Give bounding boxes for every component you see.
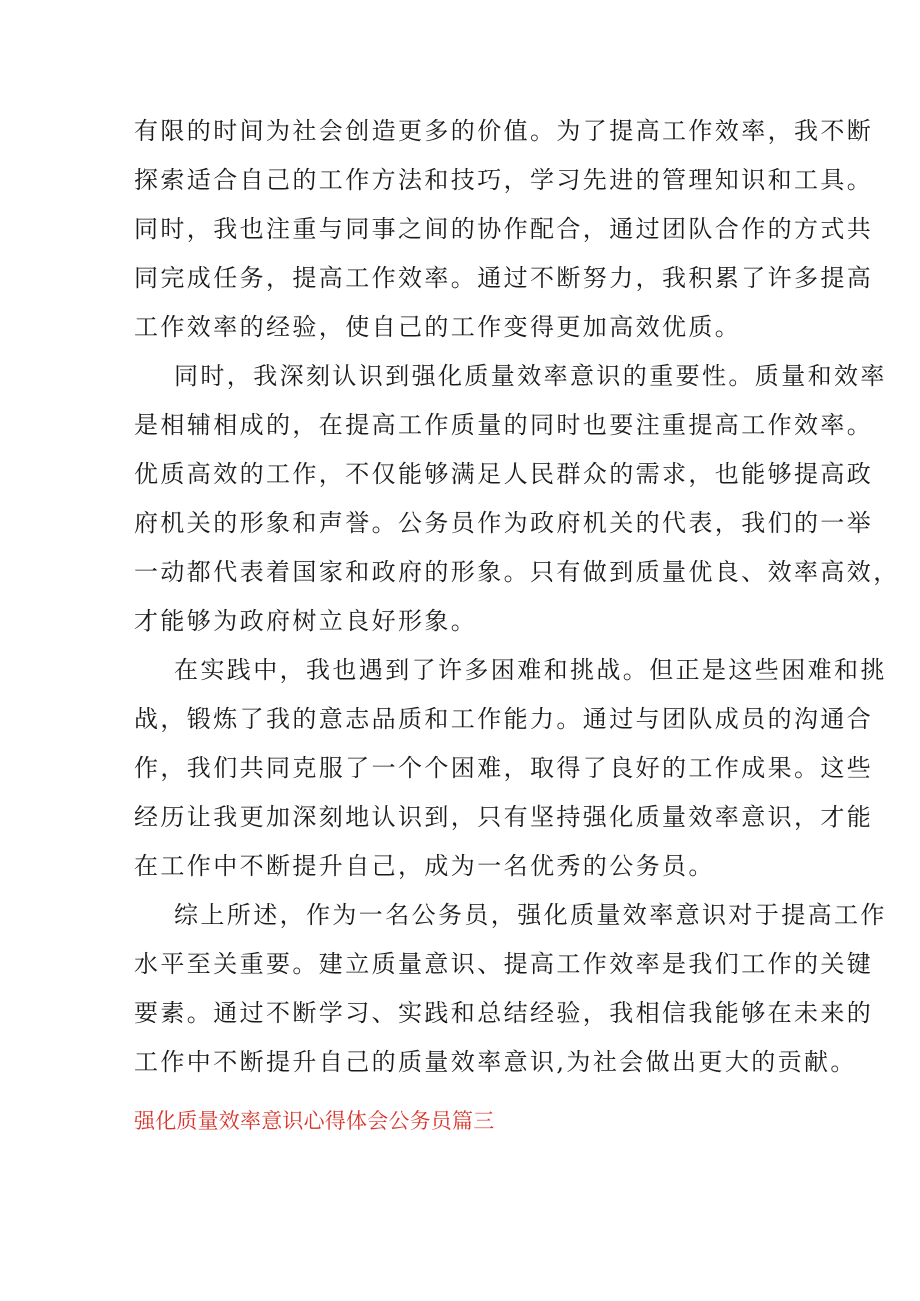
paragraph-1-line-1: 有限的时间为社会创造更多的价值。为了提高工作效率，我不断 <box>134 117 874 145</box>
paragraph-2-line-4: 府机关的形象和声誉。公务员作为政府机关的代表，我们的一举 <box>134 509 874 537</box>
paragraph-1-line-4: 同完成任务，提高工作效率。通过不断努力，我积累了许多提高 <box>134 264 874 292</box>
section-heading-link[interactable]: 强化质量效率意识心得体会公务员篇三 <box>134 1109 495 1133</box>
paragraph-4-line-2: 水平至关重要。建立质量意识、提高工作效率是我们工作的关键 <box>134 950 874 978</box>
paragraph-1-line-2: 探索适合自己的工作方法和技巧，学习先进的管理知识和工具。 <box>134 166 874 194</box>
paragraph-2-line-6: 才能够为政府树立良好形象。 <box>134 607 478 635</box>
paragraph-3-line-1: 在实践中，我也遇到了许多困难和挑战。但正是这些困难和挑 <box>174 656 887 684</box>
paragraph-4-line-1: 综上所述，作为一名公务员，强化质量效率意识对于提高工作 <box>174 901 887 929</box>
paragraph-4-line-3: 要素。通过不断学习、实践和总结经验，我相信我能够在未来的 <box>134 999 874 1027</box>
paragraph-3-line-3: 作，我们共同克服了一个个困难，取得了良好的工作成果。这些 <box>134 754 874 782</box>
paragraph-2-line-3: 优质高效的工作，不仅能够满足人民群众的需求，也能够提高政 <box>134 460 874 488</box>
paragraph-4-line-4: 工作中不断提升自己的质量效率意识,为社会做出更大的贡献。 <box>134 1048 857 1076</box>
paragraph-3-line-4: 经历让我更加深刻地认识到，只有坚持强化质量效率意识，才能 <box>134 803 874 831</box>
paragraph-3-line-2: 战，锻炼了我的意志品质和工作能力。通过与团队成员的沟通合 <box>134 705 874 733</box>
paragraph-3-line-5: 在工作中不断提升自己，成为一名优秀的公务员。 <box>134 852 715 880</box>
paragraph-2-line-2: 是相辅相成的，在提高工作质量的同时也要注重提高工作效率。 <box>134 411 874 439</box>
paragraph-2-line-1: 同时，我深刻认识到强化质量效率意识的重要性。质量和效率 <box>174 362 887 390</box>
paragraph-2-line-5: 一动都代表着国家和政府的形象。只有做到质量优良、效率高效， <box>134 558 900 586</box>
paragraph-1-line-5: 工作效率的经验，使自己的工作变得更加高效优质。 <box>134 313 742 341</box>
paragraph-1-line-3: 同时，我也注重与同事之间的协作配合，通过团队合作的方式共 <box>134 215 874 243</box>
